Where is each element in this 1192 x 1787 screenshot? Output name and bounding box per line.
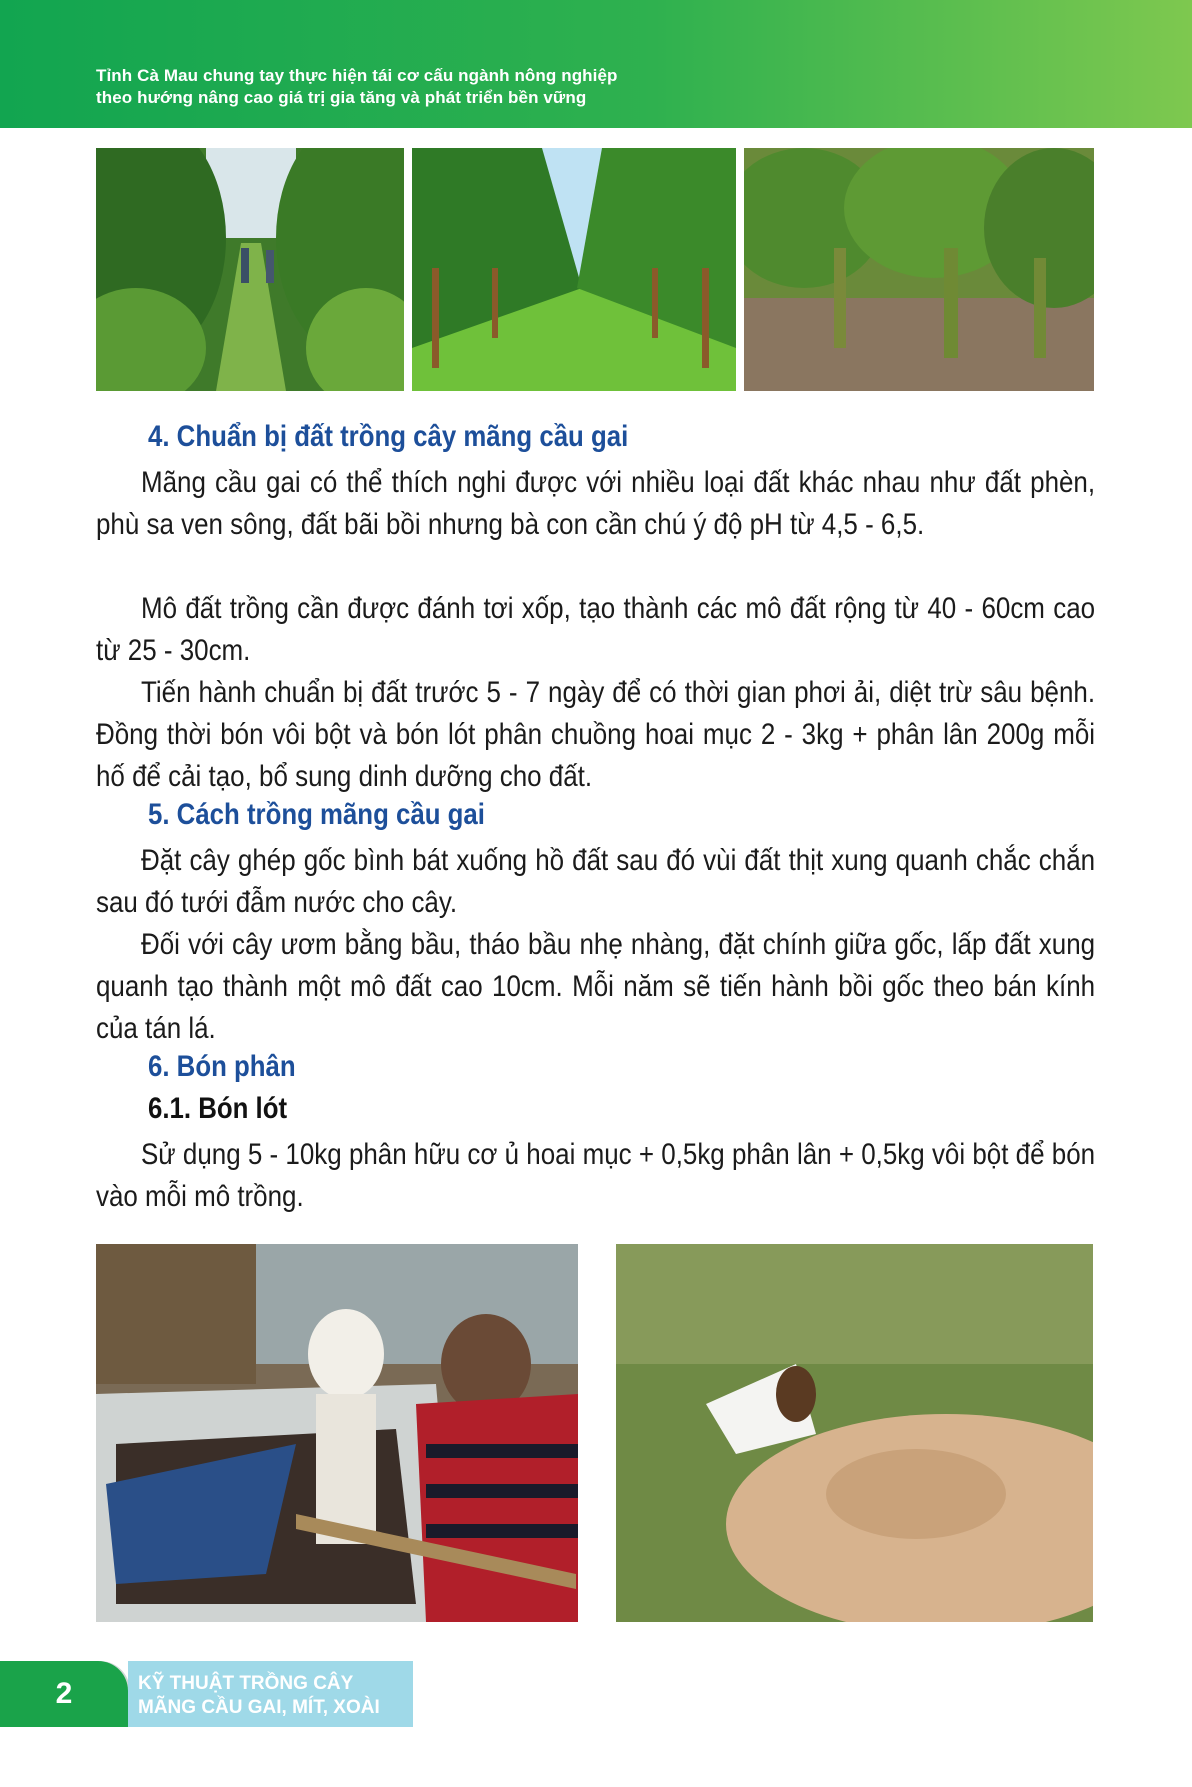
photo-planting-mound	[616, 1244, 1093, 1622]
photo-banana-field	[744, 148, 1094, 391]
section-5-paragraph-1: Đặt cây ghép gốc bình bát xuống hồ đất sau đó vùi đất thịt xung quanh chắc chắn sau đó tưới đẫm nước cho cây.	[96, 844, 1096, 919]
section-6-heading: 6. Bón phân	[148, 1050, 296, 1083]
section-4-heading: 4. Chuẩn bị đất trồng cây mãng cầu gai	[148, 420, 629, 453]
section-4-paragraph-2: Mô đất trồng cần được đánh tơi xốp, tạo thành các mô đất rộng từ 40 - 60cm cao từ 25 - 30cm.	[96, 592, 1096, 667]
footer-title-line-2: MÃNG CẦU GAI, MÍT, XOÀI	[138, 1697, 380, 1718]
footer-book-title	[128, 1661, 413, 1727]
photo-compost-mixing	[96, 1244, 578, 1622]
section-5-paragraph-2: Đối với cây ươm bằng bầu, tháo bầu nhẹ nhàng, đặt chính giữa gốc, lấp đất xung quanh tạo thành một mô đất cao 10cm. Mỗi năm sẽ tiến hành bồi gốc theo bán kính của tán lá.	[96, 928, 1096, 1045]
section-6-1-heading: 6.1. Bón lót	[148, 1092, 288, 1125]
photo-orchard-rows	[412, 148, 736, 391]
section-4-paragraph-1: Mãng cầu gai có thể thích nghi được với nhiều loại đất khác nhau như đất phèn, phù sa ven sông, đất bãi bồi nhưng bà con cần chú ý độ pH từ 4,5 - 6,5.	[96, 466, 1096, 541]
page-number: 2	[55, 1677, 73, 1710]
page-header	[0, 0, 1192, 128]
photo-orchard-path	[96, 148, 404, 391]
header-line-2: theo hướng nâng cao giá trị gia tăng và phát triển bền vững	[96, 88, 587, 107]
section-6-1-paragraph: Sử dụng 5 - 10kg phân hữu cơ ủ hoai mục + 0,5kg phân lân + 0,5kg vôi bột để bón vào mỗi mô trồng.	[96, 1138, 1096, 1213]
header-line-1: Tỉnh Cà Mau chung tay thực hiện tái cơ cấu ngành nông nghiệp	[96, 66, 618, 85]
section-5-heading: 5. Cách trồng mãng cầu gai	[148, 798, 485, 831]
footer-title-line-1: KỸ THUẬT TRỒNG CÂY	[138, 1673, 354, 1694]
section-4-paragraph-3: Tiến hành chuẩn bị đất trước 5 - 7 ngày để có thời gian phơi ải, diệt trừ sâu bệnh. Đồng thời bón vôi bột và bón lót phân chuồng hoai mục 2 - 3kg + phân lân 200g mỗi hố để cải tạo, bổ sung dinh dưỡng cho đất.	[96, 676, 1096, 793]
